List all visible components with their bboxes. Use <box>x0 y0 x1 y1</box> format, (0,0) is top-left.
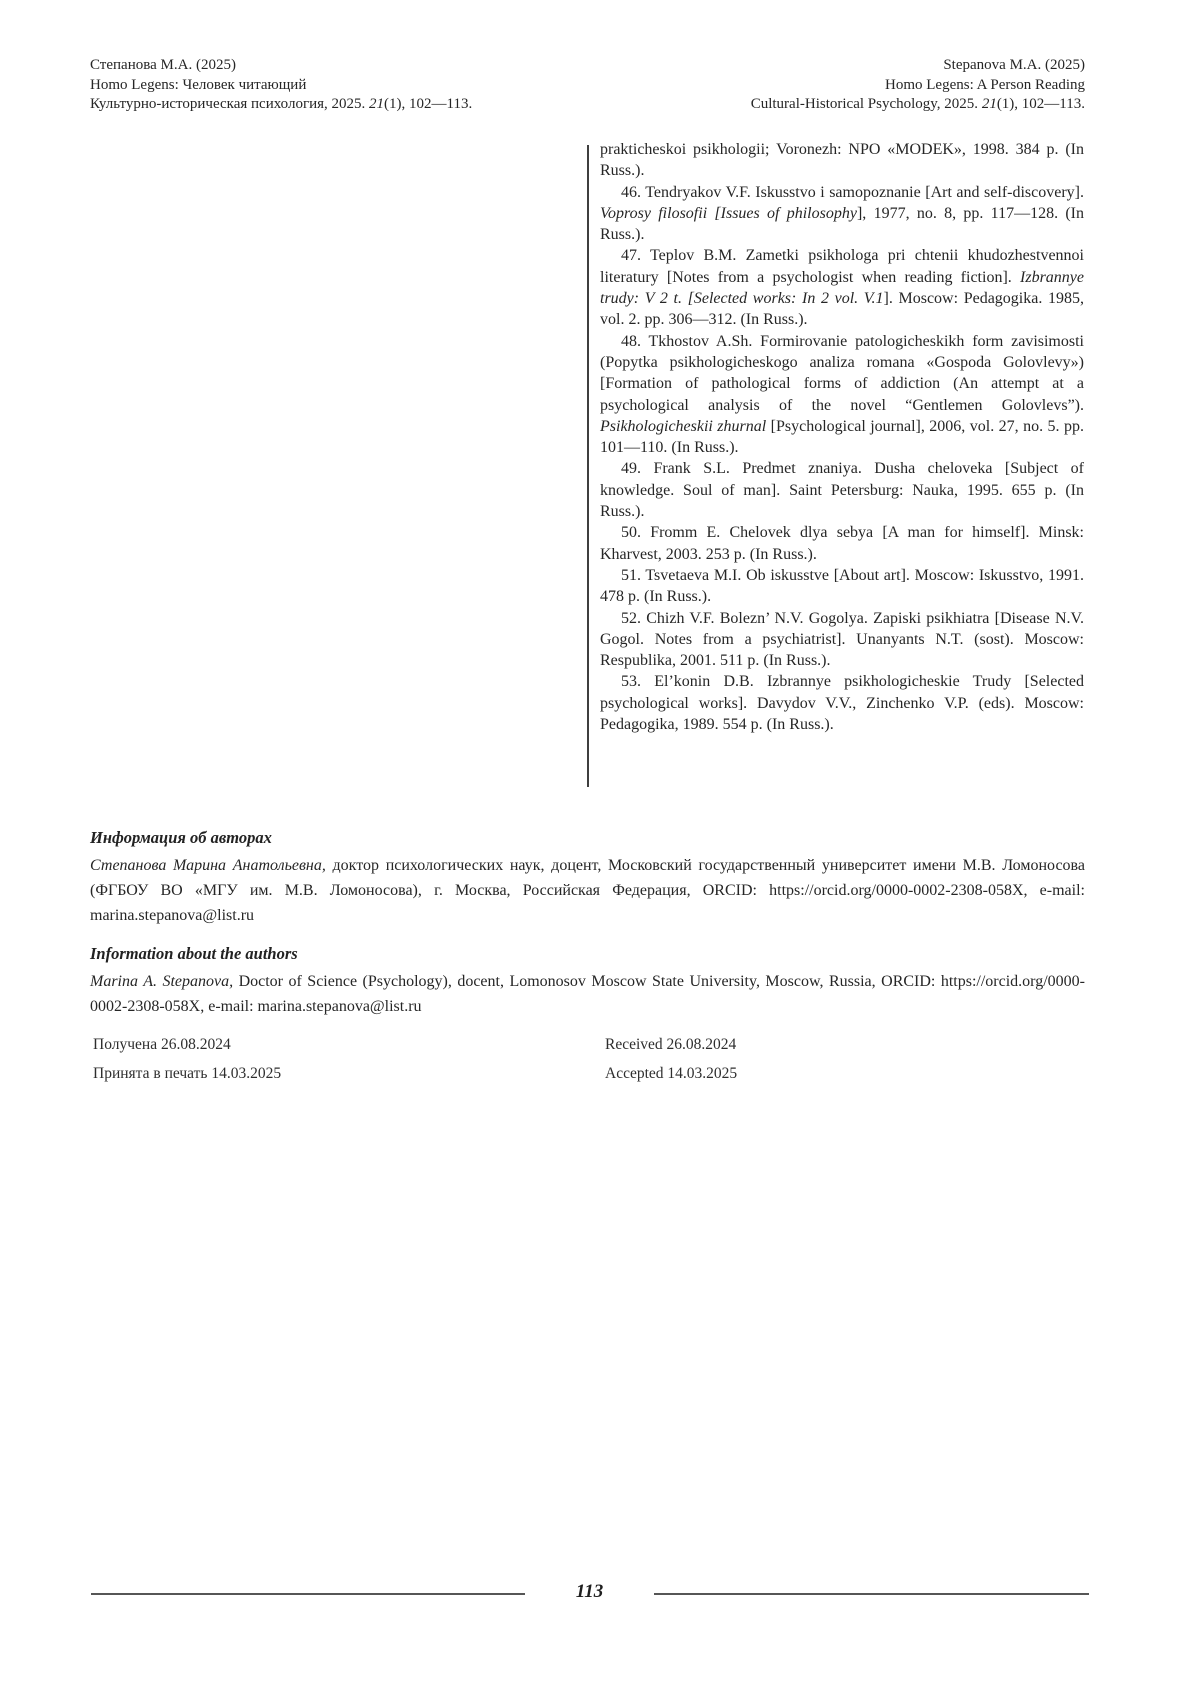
reference-item: 47. Teplov B.M. Zametki psikhologa pri chtenii khudozhestvennoi literatury [Notes from a psychologist when reading fiction]. Izbrannye trudy: V 2 t. [Selected works: In 2 vol. V.1]. Moscow: Pedagogika. 1985, vol. 2. pp. 306—312. (In Russ.). <box>600 247 1085 329</box>
date-accepted-ru: Принята в печать 14.03.2025 <box>93 1064 282 1082</box>
running-head-en-author: Stepanova M.A. (2025) <box>943 57 1085 73</box>
running-head-ru-author: Степанова М.А. (2025) <box>90 57 236 73</box>
date-received-ru: Получена 26.08.2024 <box>93 1036 231 1053</box>
date-received-en: Received 26.08.2024 <box>605 1036 737 1053</box>
reference-item: prakticheskoi psikhologii; Voronezh: NPO «MODEK», 1998. 384 p. (In Russ.). <box>600 141 1084 180</box>
footer-rule-right <box>654 1593 1089 1595</box>
running-head-en <box>525 56 1085 115</box>
manuscript-dates-en <box>605 1036 1085 1093</box>
running-head-ru-title: Homo Legens: Человек читающий <box>90 76 307 93</box>
reference-item: 49. Frank S.L. Predmet znaniya. Dusha cheloveka [Subject of knowledge. Soul of man]. Saint Petersburg: Nauka, 1995. 655 p. (In Russ.). <box>600 460 1084 521</box>
page-number: 113 <box>575 1581 604 1602</box>
authors-info-en-heading: Information about the authors <box>90 944 298 963</box>
manuscript-dates-ru <box>93 1036 573 1093</box>
authors-info-ru-paragraph: Степанова Марина Анатольевна, доктор психологических наук, доцент, Московский государственный университет имени М.В. Ломоносова (ФГБОУ ВО «МГУ им. М.В. Ломоносова), г. Москва, Российская Федерация, ORCID: https://orcid.org/0000-0002-2308-058X, e-mail: marina.stepanova@list.ru <box>90 857 1085 924</box>
authors-info-en-section <box>90 944 1085 1019</box>
footer-rule-left <box>91 1593 525 1595</box>
reference-item: 46. Tendryakov V.F. Iskusstvo i samopoznanie [Art and self-discovery]. Voprosy filosofii [Issues of philosophy], 1977, no. 8, pp. 117—128. (In Russ.). <box>600 183 1085 244</box>
reference-item: 52. Chizh V.F. Bolezn’ N.V. Gogolya. Zapiski psikhiatra [Disease N.V. Gogol. Notes from a psychiatrist]. Unanyants N.T. (sost). Moscow: Respublika, 2001. 511 p. (In Russ.). <box>600 609 1084 670</box>
reference-item: 50. Fromm E. Chelovek dlya sebya [A man for himself]. Minsk: Kharvest, 2003. 253 p. (In Russ.). <box>600 524 1084 563</box>
references-column <box>600 139 1084 735</box>
running-head-ru-journal: Культурно-историческая психология, 2025. 21(1), 102—113. <box>90 96 473 112</box>
running-head-en-title: Homo Legens: A Person Reading <box>885 76 1085 93</box>
reference-item: 48. Tkhostov A.Sh. Formirovanie patologicheskikh form zavisimosti (Popytka psikhologicheskogo analiza romana «Gospoda Golovlevy») [Formation of pathological forms of addiction (An attempt at a psychological analysis of the novel “Gentlemen Golovlevs”). Psikhologicheskii zhurnal [Psychological journal], 2006, vol. 27, no. 5. pp. 101—110. (In Russ.). <box>600 332 1085 457</box>
column-divider-rule <box>587 145 589 787</box>
date-accepted-en: Accepted 14.03.2025 <box>605 1064 738 1082</box>
running-head-en-journal: Cultural-Historical Psychology, 2025. 21(1), 102—113. <box>750 96 1085 112</box>
authors-info-en-paragraph: Marina A. Stepanova, Doctor of Science (Psychology), docent, Lomonosov Moscow State University, Moscow, Russia, ORCID: https://orcid.org/0000-0002-2308-058X, e-mail: marina.stepanova@list.ru <box>90 973 1085 1015</box>
reference-item: 51. Tsvetaeva M.I. Ob iskusstve [About art]. Moscow: Iskusstvo, 1991. 478 p. (In Russ.). <box>600 566 1084 606</box>
authors-info-ru-heading: Информация об авторах <box>90 828 272 847</box>
reference-item: 53. El’konin D.B. Izbrannye psikhologicheskie Trudy [Selected psychological works]. Davydov V.V., Zinchenko V.P. (eds). Moscow: Pedagogika, 1989. 554 p. (In Russ.). <box>600 673 1084 734</box>
authors-info-ru-section <box>90 828 1085 928</box>
